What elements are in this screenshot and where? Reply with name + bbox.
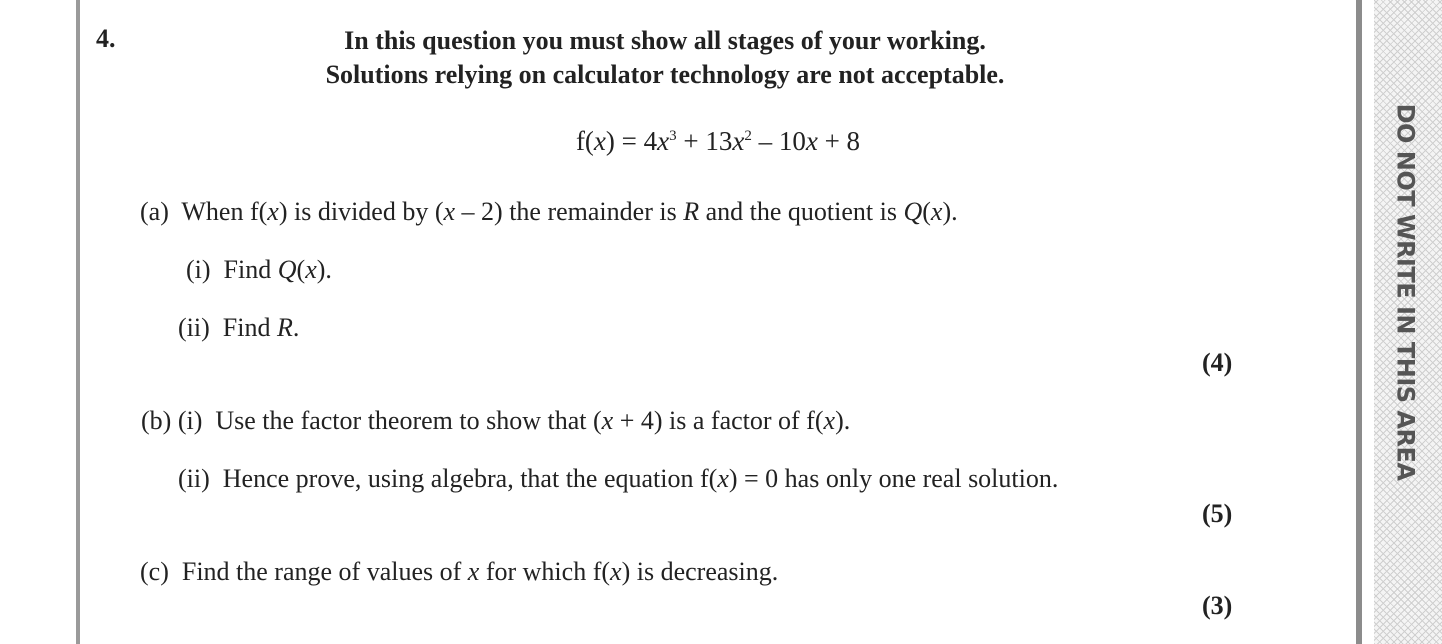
part-a-label: (a) xyxy=(140,197,169,226)
part-c-label: (c) xyxy=(140,557,169,586)
part-c: (c) Find the range of values of x for which f(x) is decreasing. xyxy=(140,557,779,586)
instruction-line-1: In this question you must show all stages of your working. xyxy=(344,26,986,55)
part-b-marks: (5) xyxy=(1202,499,1233,528)
margin-notice xyxy=(1387,100,1423,484)
part-b-ii: (ii) Hence prove, using algebra, that the equation f(x) = 0 has only one real solution. xyxy=(178,464,1059,493)
part-a-stem: (a) When f(x) is divided by (x – 2) the remainder is R and the quotient is Q(x). xyxy=(140,197,958,226)
part-b-ii-label: (ii) xyxy=(178,464,210,493)
part-b-label: (b) xyxy=(141,406,172,435)
question-number: 4. xyxy=(96,24,116,53)
part-c-marks: (3) xyxy=(1202,591,1233,620)
part-a-marks: (4) xyxy=(1202,348,1233,377)
part-b-i: (b) (i) Use the factor theorem to show that (x + 4) is a factor of f(x). xyxy=(141,406,851,435)
part-b-i-label: (i) xyxy=(177,406,203,435)
part-a-ii: (ii) Find R. xyxy=(178,313,300,342)
margin-notice-text: DO NOT WRITE IN THIS AREA xyxy=(1391,103,1420,481)
part-a-ii-label: (ii) xyxy=(178,313,210,342)
part-a-i-label: (i) xyxy=(186,255,211,284)
right-border xyxy=(1356,0,1362,644)
part-a-i: (i) Find Q(x). xyxy=(186,255,332,284)
instruction-line-2: Solutions relying on calculator technology are not acceptable. xyxy=(325,60,1005,89)
function-definition: $f(x) = 4x^3 + 13x^2 - 10x + 8$ xyxy=(575,126,861,156)
left-border xyxy=(76,0,80,644)
